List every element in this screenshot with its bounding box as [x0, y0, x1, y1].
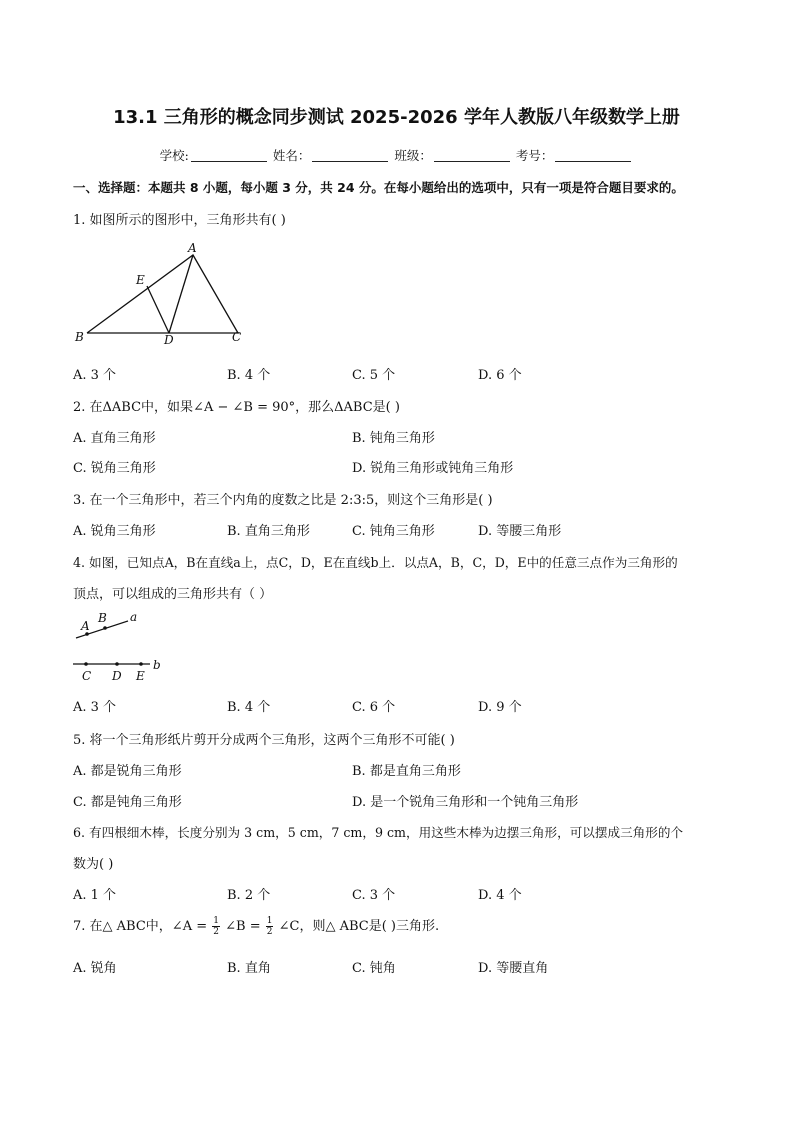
q1-option-c[interactable]: C. 5 个 — [352, 368, 396, 383]
q1-option-b[interactable]: B. 4 个 — [227, 368, 271, 383]
q3-option-a[interactable]: A. 锐角三角形 — [73, 524, 156, 539]
label-c: C — [232, 330, 242, 344]
student-info-line — [0, 146, 793, 164]
q7-option-d[interactable]: D. 等腰直角 — [478, 961, 549, 976]
question-4-figure — [70, 606, 180, 686]
label-d: D — [112, 669, 122, 683]
label-line-a: a — [130, 610, 138, 624]
name-label: 姓名： — [272, 148, 311, 163]
label-b: B — [75, 330, 84, 344]
q3-option-d[interactable]: D. 等腰三角形 — [478, 524, 562, 539]
segment-ad — [169, 255, 193, 333]
q7-stem-part3: ∠C，则△ ABC是( )三角形. — [278, 919, 440, 934]
question-1-stem: 1. 如图所示的图形中，三角形共有( ) — [73, 213, 286, 228]
question-7-stem — [73, 915, 439, 937]
label-b: B — [98, 611, 107, 625]
point-d — [115, 662, 119, 666]
point-c — [84, 662, 88, 666]
question-4-stem-line2: 顶点，可以组成的三角形共有（ ） — [73, 587, 273, 602]
q7-frac1-num: 1 — [213, 916, 219, 926]
question-2-stem: 2. 在ΔABC中，如果∠A − ∠B = 90°，那么ΔABC是( ) — [73, 400, 400, 415]
q7-option-a[interactable]: A. 锐角 — [73, 961, 117, 976]
question-3-stem: 3. 在一个三角形中，若三个内角的度数之比是 2:3:5，则这个三角形是( ) — [73, 493, 493, 508]
school-blank[interactable] — [191, 149, 267, 162]
label-a: A — [188, 241, 197, 255]
q7-stem-part1: 7. 在△ ABC中，∠A = — [73, 919, 208, 934]
q4-option-a[interactable]: A. 3 个 — [73, 700, 117, 715]
q7-frac1-den: 2 — [213, 927, 219, 937]
q2-option-d[interactable]: D. 锐角三角形或钝角三角形 — [352, 461, 514, 476]
q6-option-d[interactable]: D. 4 个 — [478, 888, 522, 903]
q7-fraction-2 — [266, 916, 274, 937]
question-6-stem-line1: 6. 有四根细木棒，长度分别为 3 cm，5 cm，7 cm，9 cm，用这些木棒为边摆三角形，可以摆成三角形的个 — [73, 825, 684, 840]
q7-fraction-1 — [212, 916, 220, 937]
segment-ed — [147, 286, 169, 333]
q5-option-b[interactable]: B. 都是直角三角形 — [352, 764, 461, 779]
q2-option-a[interactable]: A. 直角三角形 — [73, 431, 156, 446]
q7-stem-part2: ∠B = — [225, 919, 261, 934]
q7-frac2-num: 1 — [266, 916, 273, 926]
q5-option-c[interactable]: C. 都是钝角三角形 — [73, 795, 182, 810]
q1-option-a[interactable]: A. 3 个 — [73, 368, 117, 383]
class-blank[interactable] — [434, 149, 510, 162]
q3-option-c[interactable]: C. 钝角三角形 — [352, 524, 435, 539]
school-label: 学校: — [159, 148, 189, 163]
label-e: E — [136, 273, 145, 287]
point-e — [139, 662, 143, 666]
q6-option-a[interactable]: A. 1 个 — [73, 888, 117, 903]
label-d: D — [164, 333, 174, 347]
q2-option-c[interactable]: C. 锐角三角形 — [73, 461, 156, 476]
name-blank[interactable] — [312, 149, 388, 162]
q5-option-a[interactable]: A. 都是锐角三角形 — [73, 764, 182, 779]
q6-option-c[interactable]: C. 3 个 — [352, 888, 396, 903]
page-title: 13.1 三角形的概念同步测试 2025-2026 学年人教版八年级数学上册 — [113, 107, 680, 128]
label-c: C — [82, 669, 92, 683]
question-4-stem-line1: 4. 如图，已知点A，B在直线a上，点C，D，E在直线b上．以点A，B，C，D，E中的任意三点作为三角形的 — [73, 555, 678, 570]
q5-option-d[interactable]: D. 是一个锐角三角形和一个钝角三角形 — [352, 795, 579, 810]
q3-option-b[interactable]: B. 直角三角形 — [227, 524, 310, 539]
question-1-figure — [70, 240, 250, 348]
q7-option-b[interactable]: B. 直角 — [227, 961, 271, 976]
q7-option-c[interactable]: C. 钝角 — [352, 961, 396, 976]
q4-option-c[interactable]: C. 6 个 — [352, 700, 396, 715]
exam-no-blank[interactable] — [555, 149, 631, 162]
exam-no-label: 考号： — [515, 148, 554, 163]
label-line-b: b — [153, 658, 161, 672]
label-e: E — [136, 669, 145, 683]
q4-option-d[interactable]: D. 9 个 — [478, 700, 522, 715]
q2-option-b[interactable]: B. 钝角三角形 — [352, 431, 435, 446]
q7-frac2-den: 2 — [266, 927, 273, 937]
point-b — [103, 626, 107, 630]
question-6-stem-line2: 数为( ) — [73, 857, 114, 872]
class-label: 班级： — [394, 148, 432, 163]
label-a: A — [81, 619, 90, 633]
q1-option-d[interactable]: D. 6 个 — [478, 368, 522, 383]
question-5-stem: 5. 将一个三角形纸片剪开分成两个三角形，这两个三角形不可能( ) — [73, 733, 455, 748]
q4-option-b[interactable]: B. 4 个 — [227, 700, 271, 715]
section-heading: 一、选择题：本题共 8 小题，每小题 3 分，共 24 分。在每小题给出的选项中，只有一项是符合题目要求的。 — [73, 180, 684, 195]
triangle-abc — [87, 255, 238, 333]
q6-option-b[interactable]: B. 2 个 — [227, 888, 271, 903]
